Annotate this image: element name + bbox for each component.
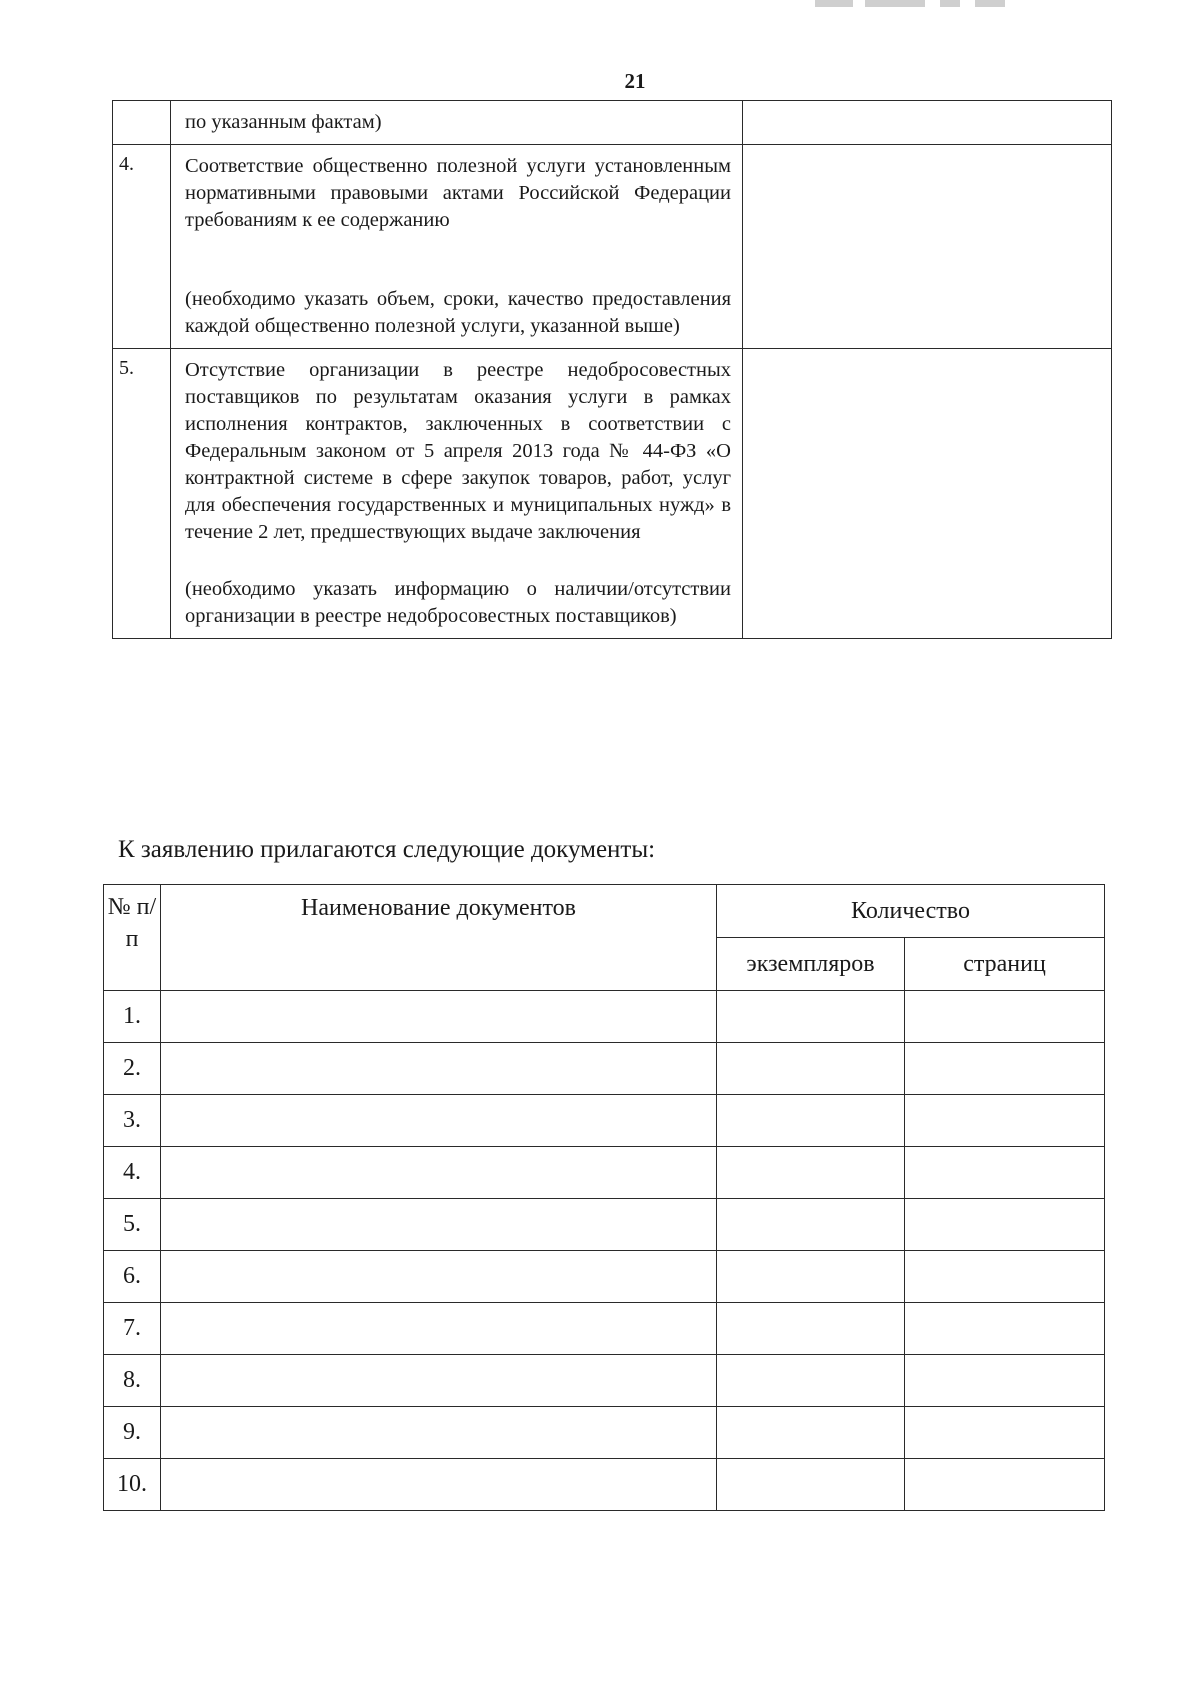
row-number: 5. — [113, 349, 171, 638]
table-row — [104, 1459, 1105, 1511]
document-name-cell[interactable] — [161, 1147, 717, 1199]
copies-cell[interactable] — [717, 1355, 905, 1407]
copies-cell[interactable] — [717, 1095, 905, 1147]
row-number: 10. — [104, 1459, 161, 1511]
pages-cell[interactable] — [905, 1303, 1105, 1355]
document-name-cell[interactable] — [161, 1095, 717, 1147]
document-name-cell[interactable] — [161, 1303, 717, 1355]
header-name: Наименование документов — [161, 885, 717, 991]
criterion-text — [185, 101, 731, 144]
row-number: 1. — [104, 991, 161, 1043]
criterion-text — [185, 145, 731, 348]
row-number: 5. — [104, 1199, 161, 1251]
copies-cell[interactable] — [717, 991, 905, 1043]
pages-cell[interactable] — [905, 1407, 1105, 1459]
header-quantity: Количество — [717, 885, 1105, 938]
table-row — [104, 1043, 1105, 1095]
table-row — [104, 1407, 1105, 1459]
documents-body — [104, 991, 1105, 1511]
pages-cell[interactable] — [905, 1199, 1105, 1251]
document-name-cell[interactable] — [161, 1043, 717, 1095]
row-number: 2. — [104, 1043, 161, 1095]
document-name-cell[interactable] — [161, 1199, 717, 1251]
value-cell[interactable] — [742, 101, 1111, 144]
copies-cell[interactable] — [717, 1459, 905, 1511]
row-number: 4. — [104, 1147, 161, 1199]
criterion-paragraph: Отсутствие организации в реестре недобросовестных поставщиков по результатам оказания услуги в рамках исполнения контрактов, заключенных в соответствии с Федеральным законом от 5 апреля 2013 года № 44-ФЗ «О контрактной системе в сфере закупок товаров, работ, услуг для обеспечения государственных и муниципальных нужд» в течение 2 лет, предшествующих выдаче заключения — [185, 359, 731, 543]
pages-cell[interactable] — [905, 1459, 1105, 1511]
table-row — [112, 145, 1112, 349]
table-row — [104, 1251, 1105, 1303]
copies-cell[interactable] — [717, 1303, 905, 1355]
attachments-intro: К заявлению прилагаются следующие документы: — [118, 836, 656, 863]
row-number: 7. — [104, 1303, 161, 1355]
header-number: № п/п — [104, 885, 161, 991]
documents-table — [103, 884, 1105, 1511]
criteria-table — [112, 100, 1112, 639]
copies-cell[interactable] — [717, 1043, 905, 1095]
table-row — [112, 349, 1112, 639]
row-number — [113, 101, 171, 144]
header-pages: страниц — [905, 938, 1105, 991]
row-number: 8. — [104, 1355, 161, 1407]
copies-cell[interactable] — [717, 1251, 905, 1303]
table-row — [104, 1095, 1105, 1147]
criterion-note: (необходимо указать информацию о наличии/отсутствии организации в реестре недобросовестных поставщиков) — [185, 578, 731, 627]
table-row — [104, 1355, 1105, 1407]
criterion-paragraph: Соответствие общественно полезной услуги установленным нормативными правовыми актами Российской Федерации требованиям к ее содержанию — [185, 155, 731, 231]
table-row — [104, 1199, 1105, 1251]
row-number: 9. — [104, 1407, 161, 1459]
row-number: 3. — [104, 1095, 161, 1147]
value-cell[interactable] — [742, 145, 1111, 348]
pages-cell[interactable] — [905, 1251, 1105, 1303]
copies-cell[interactable] — [717, 1147, 905, 1199]
row-number: 6. — [104, 1251, 161, 1303]
table-row — [112, 100, 1112, 145]
value-cell[interactable] — [742, 349, 1111, 638]
header-copies: экземпляров — [717, 938, 905, 991]
scan-artifact — [815, 0, 1025, 12]
criterion-paragraph: по указанным фактам) — [185, 111, 382, 133]
criterion-note: (необходимо указать объем, сроки, качество предоставления каждой общественно полезной услуги, указанной выше) — [185, 288, 731, 337]
row-number: 4. — [113, 145, 171, 348]
copies-cell[interactable] — [717, 1199, 905, 1251]
table-row — [104, 1147, 1105, 1199]
document-name-cell[interactable] — [161, 1407, 717, 1459]
copies-cell[interactable] — [717, 1407, 905, 1459]
pages-cell[interactable] — [905, 1147, 1105, 1199]
page-number: 21 — [624, 69, 646, 93]
table-row — [104, 1303, 1105, 1355]
document-name-cell[interactable] — [161, 1355, 717, 1407]
pages-cell[interactable] — [905, 1095, 1105, 1147]
document-name-cell[interactable] — [161, 991, 717, 1043]
pages-cell[interactable] — [905, 1355, 1105, 1407]
document-name-cell[interactable] — [161, 1251, 717, 1303]
table-row — [104, 991, 1105, 1043]
document-name-cell[interactable] — [161, 1459, 717, 1511]
criterion-text — [185, 349, 731, 638]
pages-cell[interactable] — [905, 1043, 1105, 1095]
pages-cell[interactable] — [905, 991, 1105, 1043]
